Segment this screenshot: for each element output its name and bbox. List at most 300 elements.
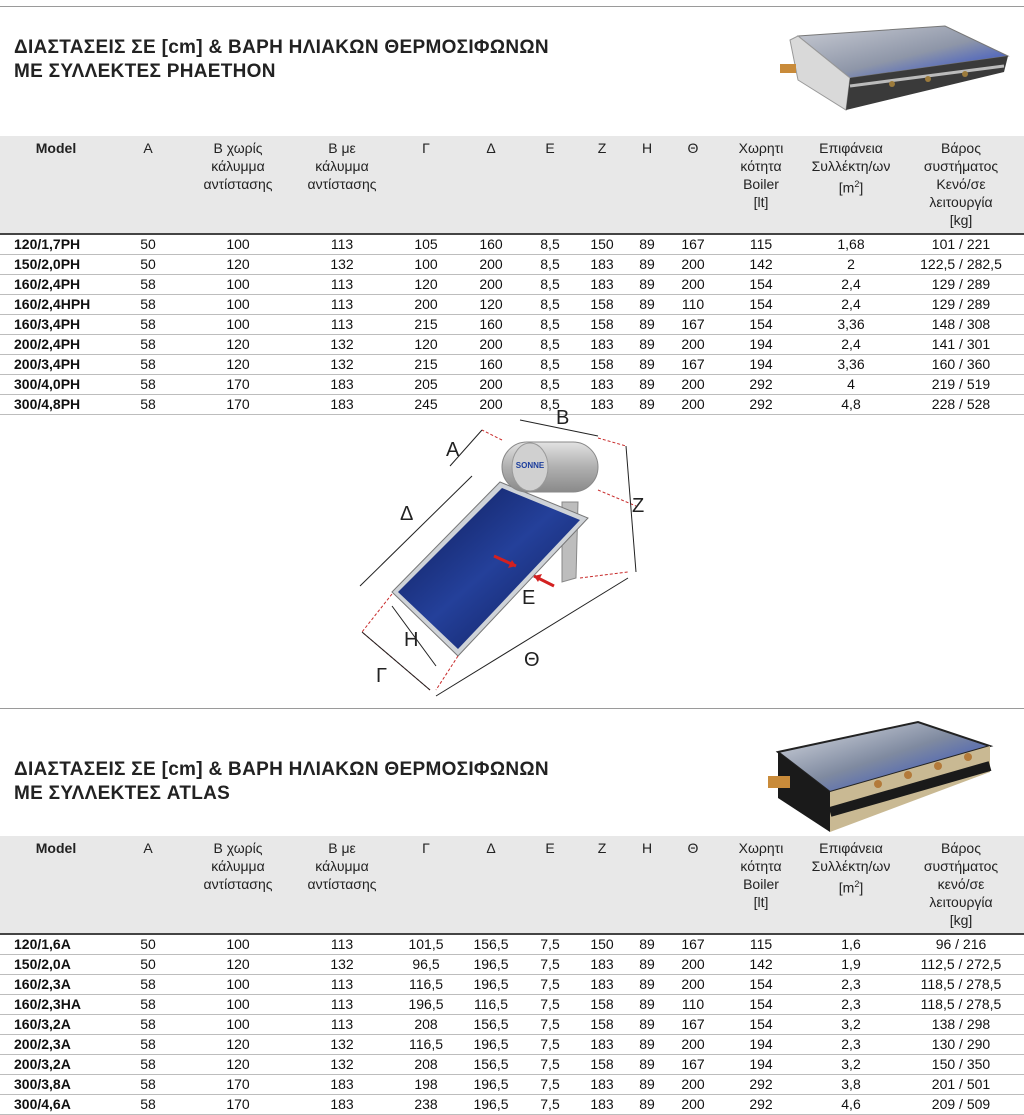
- table-cell: 183: [578, 1035, 626, 1055]
- table-row: [0, 355, 1024, 375]
- table-cell: 120: [460, 295, 522, 315]
- phaethon-collector-image: [780, 6, 1010, 118]
- model-cell: 200/2,4PH: [0, 335, 112, 355]
- table-cell: 8,5: [522, 395, 578, 415]
- label-z: Ζ: [632, 495, 645, 517]
- table-cell: 132: [292, 335, 392, 355]
- table-cell: 200: [460, 255, 522, 275]
- table-cell: 58: [112, 1075, 184, 1095]
- table-cell: 154: [718, 995, 804, 1015]
- table-cell: 7,5: [522, 975, 578, 995]
- table-cell: 183: [578, 1075, 626, 1095]
- table-cell: 200: [668, 375, 718, 395]
- section2-table-body: [0, 934, 1024, 1115]
- table-cell: 183: [292, 375, 392, 395]
- table-cell: 122,5 / 282,5: [898, 255, 1024, 275]
- section2-table: [0, 836, 1024, 1115]
- table-cell: 58: [112, 375, 184, 395]
- table-cell: 105: [392, 234, 460, 255]
- table-cell: 167: [668, 355, 718, 375]
- table-cell: 120: [184, 1055, 292, 1075]
- table-cell: 100: [184, 315, 292, 335]
- table-cell: 100: [184, 975, 292, 995]
- table-cell: 3,36: [804, 315, 898, 335]
- label-d: Δ: [400, 503, 414, 525]
- table-cell: 58: [112, 355, 184, 375]
- table-cell: 228 / 528: [898, 395, 1024, 415]
- table-cell: 200: [392, 295, 460, 315]
- table-cell: 132: [292, 1055, 392, 1075]
- col-surface: Επιφάνεια Συλλέκτη/ων $[m^2]$: [804, 836, 898, 934]
- table-row: [0, 975, 1024, 995]
- table-cell: 1,68: [804, 234, 898, 255]
- model-cell: 200/2,3A: [0, 1035, 112, 1055]
- table-cell: 1,6: [804, 934, 898, 955]
- atlas-collector-image: [768, 712, 1000, 842]
- table-cell: 183: [578, 395, 626, 415]
- col-th: Θ: [668, 136, 718, 234]
- table-cell: 200: [460, 275, 522, 295]
- table-cell: 89: [626, 995, 668, 1015]
- table-cell: 183: [292, 1095, 392, 1115]
- table-cell: 160: [460, 355, 522, 375]
- table-cell: 150: [578, 234, 626, 255]
- table-cell: 200: [668, 1035, 718, 1055]
- table-cell: 142: [718, 255, 804, 275]
- table-cell: 113: [292, 975, 392, 995]
- table-row: [0, 1035, 1024, 1055]
- table-cell: 3,36: [804, 355, 898, 375]
- col-weight: Βάρος συστήματος Κενό/σε λειτουργία [kg]: [898, 136, 1024, 234]
- table-cell: 132: [292, 255, 392, 275]
- table-cell: 129 / 289: [898, 295, 1024, 315]
- table-cell: 118,5 / 278,5: [898, 995, 1024, 1015]
- table-cell: 158: [578, 355, 626, 375]
- table-cell: 113: [292, 934, 392, 955]
- model-cell: 160/3,2A: [0, 1015, 112, 1035]
- table-cell: 130 / 290: [898, 1035, 1024, 1055]
- table-cell: 2: [804, 255, 898, 275]
- table-cell: 194: [718, 1055, 804, 1075]
- section1-title-line2: ΜΕ ΣΥΛΛΕΚΤΕΣ PHAETHON: [14, 61, 276, 82]
- table-cell: 200: [668, 255, 718, 275]
- table-cell: 194: [718, 335, 804, 355]
- table-cell: 150: [578, 934, 626, 955]
- col-capacity: Χωρητι κότητα Boiler [lt]: [718, 136, 804, 234]
- table-cell: 89: [626, 234, 668, 255]
- label-e: Ε: [522, 587, 536, 609]
- table-cell: 89: [626, 1075, 668, 1095]
- table-row: [0, 1055, 1024, 1075]
- table-cell: 3,2: [804, 1055, 898, 1075]
- label-a: Α: [446, 439, 460, 461]
- model-cell: 160/2,4PH: [0, 275, 112, 295]
- table-cell: 292: [718, 375, 804, 395]
- table-cell: 8,5: [522, 375, 578, 395]
- table-cell: 58: [112, 395, 184, 415]
- table-cell: 7,5: [522, 1095, 578, 1115]
- section2-title: [14, 758, 549, 806]
- table-cell: 200: [460, 335, 522, 355]
- table-cell: 196,5: [460, 1035, 522, 1055]
- table-cell: 167: [668, 234, 718, 255]
- table-cell: 160: [460, 315, 522, 335]
- model-cell: 160/3,4PH: [0, 315, 112, 335]
- table-cell: 8,5: [522, 355, 578, 375]
- col-e: Ε: [522, 136, 578, 234]
- table-cell: 58: [112, 275, 184, 295]
- label-h: Η: [404, 629, 419, 651]
- middle-divider: [0, 708, 1024, 709]
- table-cell: 4: [804, 375, 898, 395]
- col-d: Δ: [460, 136, 522, 234]
- col-b-with-cover: Β με κάλυμμα αντίστασης: [292, 836, 392, 934]
- table-cell: 120: [184, 255, 292, 275]
- table-cell: 215: [392, 355, 460, 375]
- model-cell: 300/4,8PH: [0, 395, 112, 415]
- table-cell: 194: [718, 1035, 804, 1055]
- table-row: [0, 275, 1024, 295]
- table-cell: 154: [718, 1015, 804, 1035]
- table-cell: 215: [392, 315, 460, 335]
- model-cell: 120/1,7PH: [0, 234, 112, 255]
- table-cell: 89: [626, 975, 668, 995]
- table-cell: 183: [578, 375, 626, 395]
- table-cell: 7,5: [522, 1075, 578, 1095]
- table-cell: 113: [292, 315, 392, 335]
- table-cell: 132: [292, 355, 392, 375]
- table-cell: 154: [718, 275, 804, 295]
- table-cell: 183: [578, 1095, 626, 1115]
- table-row: [0, 255, 1024, 275]
- table-cell: 160: [460, 234, 522, 255]
- table-cell: 116,5: [392, 1035, 460, 1055]
- section1-table: [0, 136, 1024, 415]
- col-g: Γ: [392, 836, 460, 934]
- table-cell: 156,5: [460, 934, 522, 955]
- table-cell: 89: [626, 315, 668, 335]
- col-a: Α: [112, 836, 184, 934]
- table-cell: 50: [112, 234, 184, 255]
- table-cell: 196,5: [460, 955, 522, 975]
- table-cell: 89: [626, 375, 668, 395]
- table-cell: 112,5 / 272,5: [898, 955, 1024, 975]
- table-cell: 142: [718, 955, 804, 975]
- col-a: Α: [112, 136, 184, 234]
- table-cell: 7,5: [522, 1015, 578, 1035]
- table-cell: 154: [718, 315, 804, 335]
- table-cell: 183: [578, 255, 626, 275]
- table-cell: 292: [718, 395, 804, 415]
- model-cell: 160/2,3HA: [0, 995, 112, 1015]
- model-cell: 150/2,0PH: [0, 255, 112, 275]
- table-cell: 89: [626, 1035, 668, 1055]
- table-cell: 200: [668, 1075, 718, 1095]
- table-cell: 115: [718, 234, 804, 255]
- col-surface: Επιφάνεια Συλλέκτη/ων $[m^2]$: [804, 136, 898, 234]
- table-cell: 219 / 519: [898, 375, 1024, 395]
- table-cell: 167: [668, 934, 718, 955]
- model-cell: 300/4,0PH: [0, 375, 112, 395]
- col-g: Γ: [392, 136, 460, 234]
- label-g: Γ: [376, 665, 388, 687]
- table-cell: 50: [112, 934, 184, 955]
- table-cell: 138 / 298: [898, 1015, 1024, 1035]
- table-cell: 89: [626, 255, 668, 275]
- table-cell: 194: [718, 355, 804, 375]
- table-cell: 58: [112, 315, 184, 335]
- col-h: Η: [626, 136, 668, 234]
- table-cell: 7,5: [522, 955, 578, 975]
- table-row: [0, 375, 1024, 395]
- table-cell: 120: [184, 955, 292, 975]
- table-cell: 110: [668, 295, 718, 315]
- model-cell: 300/4,6A: [0, 1095, 112, 1115]
- table-cell: 200: [668, 1095, 718, 1115]
- table-cell: 120: [184, 1035, 292, 1055]
- table-cell: 113: [292, 995, 392, 1015]
- col-b-without-cover: Β χωρίς κάλυμμα αντίστασης: [184, 136, 292, 234]
- table-cell: 198: [392, 1075, 460, 1095]
- table-cell: 101,5: [392, 934, 460, 955]
- model-cell: 160/2,3A: [0, 975, 112, 995]
- table-cell: 158: [578, 995, 626, 1015]
- table-cell: 58: [112, 1095, 184, 1115]
- col-b-with-cover: Β με κάλυμμα αντίστασης: [292, 136, 392, 234]
- table-cell: 148 / 308: [898, 315, 1024, 335]
- table-cell: 100: [184, 234, 292, 255]
- table-cell: 196,5: [460, 975, 522, 995]
- table-cell: 118,5 / 278,5: [898, 975, 1024, 995]
- table-cell: 100: [184, 934, 292, 955]
- table-cell: 200: [460, 395, 522, 415]
- table-cell: 200: [668, 335, 718, 355]
- table-cell: 113: [292, 234, 392, 255]
- table-cell: 89: [626, 934, 668, 955]
- label-th: Θ: [524, 649, 540, 671]
- table-cell: 120: [392, 275, 460, 295]
- table-cell: 120: [392, 335, 460, 355]
- sonne-logo: SONNE: [515, 461, 545, 470]
- table-cell: 200: [668, 395, 718, 415]
- table-cell: 205: [392, 375, 460, 395]
- col-model: Model: [0, 136, 112, 234]
- table-cell: 89: [626, 1055, 668, 1075]
- table-cell: 50: [112, 255, 184, 275]
- table-cell: 167: [668, 1055, 718, 1075]
- col-z: Ζ: [578, 136, 626, 234]
- table-cell: 115: [718, 934, 804, 955]
- section2-title-line1: ΔΙΑΣΤΑΣΕΙΣ ΣΕ [cm] & ΒΑΡΗ ΗΛΙΑΚΩΝ ΘΕΡΜΟΣΙΦΩΝΩΝ: [14, 759, 549, 780]
- table-cell: 89: [626, 395, 668, 415]
- table-cell: 170: [184, 1075, 292, 1095]
- table-cell: 292: [718, 1075, 804, 1095]
- model-cell: 150/2,0A: [0, 955, 112, 975]
- table-cell: 58: [112, 1055, 184, 1075]
- table-cell: 200: [668, 975, 718, 995]
- table-cell: 141 / 301: [898, 335, 1024, 355]
- table-cell: 89: [626, 1015, 668, 1035]
- table-cell: 238: [392, 1095, 460, 1115]
- table-cell: 154: [718, 295, 804, 315]
- table-cell: 132: [292, 955, 392, 975]
- table-cell: 8,5: [522, 315, 578, 335]
- table-row: [0, 335, 1024, 355]
- section1-table-body: [0, 234, 1024, 415]
- table-cell: 120: [184, 335, 292, 355]
- table-cell: 158: [578, 1015, 626, 1035]
- col-h: Η: [626, 836, 668, 934]
- table-cell: 208: [392, 1055, 460, 1075]
- model-cell: 160/2,4HPH: [0, 295, 112, 315]
- table-cell: 170: [184, 375, 292, 395]
- table-cell: 2,3: [804, 995, 898, 1015]
- table-cell: 158: [578, 315, 626, 335]
- table-row: [0, 1075, 1024, 1095]
- table-row: [0, 1015, 1024, 1035]
- table-cell: 158: [578, 295, 626, 315]
- table-cell: 113: [292, 1015, 392, 1035]
- table-cell: 116,5: [460, 995, 522, 1015]
- section2-title-line2: ΜΕ ΣΥΛΛΕΚΤΕΣ ATLAS: [14, 783, 231, 804]
- table-cell: 58: [112, 1035, 184, 1055]
- table-cell: 129 / 289: [898, 275, 1024, 295]
- col-b-without-cover: Β χωρίς κάλυμμα αντίστασης: [184, 836, 292, 934]
- col-model: Model: [0, 836, 112, 934]
- table-cell: 89: [626, 335, 668, 355]
- table-cell: 89: [626, 295, 668, 315]
- table-cell: 170: [184, 1095, 292, 1115]
- col-capacity: Χωρητι κότητα Boiler [lt]: [718, 836, 804, 934]
- table-cell: 4,6: [804, 1095, 898, 1115]
- table-cell: 4,8: [804, 395, 898, 415]
- table-cell: 3,8: [804, 1075, 898, 1095]
- table-cell: 132: [292, 1035, 392, 1055]
- section1-title: [14, 36, 549, 84]
- table-cell: 7,5: [522, 1035, 578, 1055]
- table-row: [0, 934, 1024, 955]
- table-cell: 113: [292, 295, 392, 315]
- table-row: [0, 995, 1024, 1015]
- table-cell: 170: [184, 395, 292, 415]
- table-cell: 7,5: [522, 934, 578, 955]
- table-cell: 89: [626, 955, 668, 975]
- table-cell: 113: [292, 275, 392, 295]
- table-cell: 150 / 350: [898, 1055, 1024, 1075]
- col-d: Δ: [460, 836, 522, 934]
- section1-title-line1: ΔΙΑΣΤΑΣΕΙΣ ΣΕ [cm] & ΒΑΡΗ ΗΛΙΑΚΩΝ ΘΕΡΜΟΣΙΦΩΝΩΝ: [14, 37, 549, 58]
- col-th: Θ: [668, 836, 718, 934]
- model-cell: 120/1,6A: [0, 934, 112, 955]
- table-cell: 167: [668, 1015, 718, 1035]
- col-e: Ε: [522, 836, 578, 934]
- dimensions-diagram: [340, 406, 670, 706]
- table-cell: 8,5: [522, 255, 578, 275]
- table-cell: 2,3: [804, 975, 898, 995]
- table-cell: 196,5: [460, 1095, 522, 1115]
- table-cell: 2,4: [804, 275, 898, 295]
- table-cell: 208: [392, 1015, 460, 1035]
- table-cell: 156,5: [460, 1015, 522, 1035]
- section2-header-row: [0, 836, 1024, 934]
- table-cell: 183: [578, 335, 626, 355]
- table-cell: 100: [184, 275, 292, 295]
- table-row: [0, 1095, 1024, 1115]
- table-cell: 100: [184, 995, 292, 1015]
- table-cell: 100: [184, 1015, 292, 1035]
- table-cell: 200: [460, 375, 522, 395]
- table-cell: 58: [112, 295, 184, 315]
- table-cell: 96,5: [392, 955, 460, 975]
- table-cell: 183: [292, 395, 392, 415]
- table-cell: 58: [112, 335, 184, 355]
- table-cell: 158: [578, 1055, 626, 1075]
- table-cell: 89: [626, 275, 668, 295]
- table-cell: 200: [668, 955, 718, 975]
- model-cell: 300/3,8A: [0, 1075, 112, 1095]
- table-cell: 196,5: [392, 995, 460, 1015]
- table-cell: 96 / 216: [898, 934, 1024, 955]
- table-cell: 8,5: [522, 234, 578, 255]
- table-cell: 245: [392, 395, 460, 415]
- table-cell: 58: [112, 1015, 184, 1035]
- table-cell: 8,5: [522, 335, 578, 355]
- table-row: [0, 295, 1024, 315]
- table-row: [0, 955, 1024, 975]
- table-cell: 110: [668, 995, 718, 1015]
- table-cell: 100: [392, 255, 460, 275]
- col-z: Ζ: [578, 836, 626, 934]
- table-cell: 8,5: [522, 295, 578, 315]
- label-b: Β: [556, 407, 570, 429]
- table-cell: 116,5: [392, 975, 460, 995]
- table-cell: 89: [626, 1095, 668, 1115]
- table-cell: 183: [578, 975, 626, 995]
- table-cell: 196,5: [460, 1075, 522, 1095]
- table-cell: 154: [718, 975, 804, 995]
- table-row: [0, 315, 1024, 335]
- table-cell: 58: [112, 995, 184, 1015]
- table-cell: 167: [668, 315, 718, 335]
- table-row: [0, 234, 1024, 255]
- model-cell: 200/3,2A: [0, 1055, 112, 1075]
- table-cell: 8,5: [522, 275, 578, 295]
- table-cell: 1,9: [804, 955, 898, 975]
- col-weight: Βάρος συστήματος κενό/σε λειτουργία [kg]: [898, 836, 1024, 934]
- table-cell: 7,5: [522, 1055, 578, 1075]
- section1-header-row: [0, 136, 1024, 234]
- table-cell: 2,4: [804, 335, 898, 355]
- table-cell: 89: [626, 355, 668, 375]
- table-cell: 156,5: [460, 1055, 522, 1075]
- table-cell: 209 / 509: [898, 1095, 1024, 1115]
- table-cell: 3,2: [804, 1015, 898, 1035]
- table-cell: 200: [668, 275, 718, 295]
- table-cell: 2,3: [804, 1035, 898, 1055]
- table-cell: 183: [578, 955, 626, 975]
- table-cell: 292: [718, 1095, 804, 1115]
- table-cell: 183: [292, 1075, 392, 1095]
- table-cell: 58: [112, 975, 184, 995]
- table-cell: 160 / 360: [898, 355, 1024, 375]
- table-cell: 2,4: [804, 295, 898, 315]
- table-cell: 7,5: [522, 995, 578, 1015]
- table-cell: 120: [184, 355, 292, 375]
- table-cell: 201 / 501: [898, 1075, 1024, 1095]
- model-cell: 200/3,4PH: [0, 355, 112, 375]
- table-cell: 50: [112, 955, 184, 975]
- table-cell: 101 / 221: [898, 234, 1024, 255]
